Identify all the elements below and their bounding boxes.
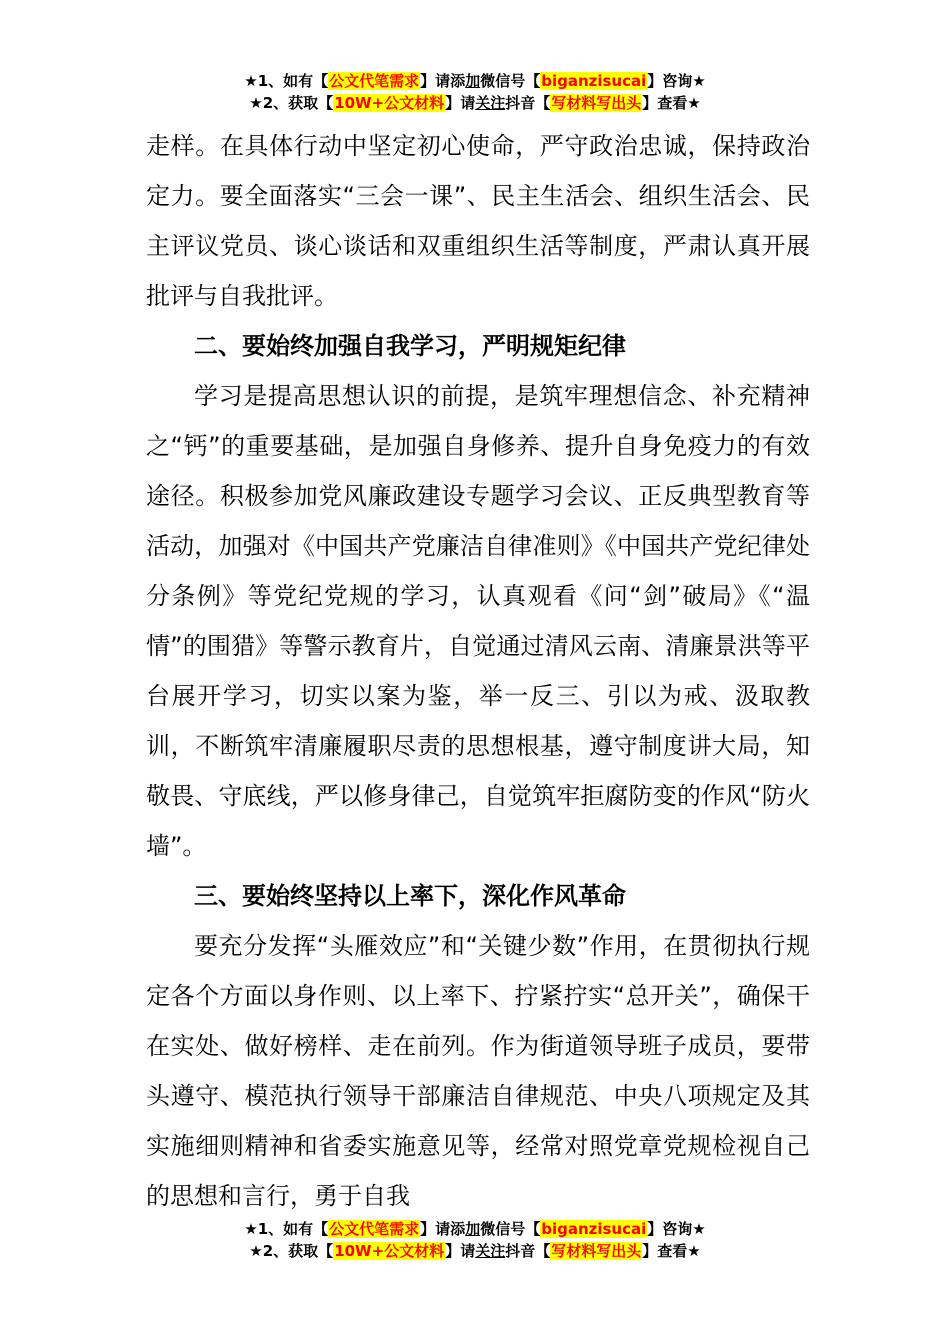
banner-text: 】查看★ xyxy=(642,94,701,112)
banner-line-2 xyxy=(0,92,950,114)
banner-line-1 xyxy=(0,70,950,92)
highlight-douyin-id: 写材料写出头 xyxy=(551,1242,642,1260)
footer-banner xyxy=(0,1218,950,1262)
document-body xyxy=(146,121,810,1221)
banner-underlined-text: 关注 xyxy=(475,1242,506,1260)
banner-text: ★2、获取【 xyxy=(249,94,334,112)
banner-text: ★1、如有【 xyxy=(244,72,329,90)
highlight-wechat-id: biganzisucai xyxy=(541,72,647,90)
banner-text: 抖音【 xyxy=(505,94,551,112)
banner-line-2 xyxy=(0,1240,950,1262)
banner-underlined-text: 关注 xyxy=(475,94,506,112)
banner-text: 】请 xyxy=(445,94,476,112)
banner-text: 】查看★ xyxy=(642,1242,701,1260)
highlight-service: 公文代笔需求 xyxy=(329,72,420,90)
highlight-materials: 10W+公文材料 xyxy=(334,1242,445,1260)
highlight-service: 公文代笔需求 xyxy=(329,1220,420,1238)
section-heading-2: 二、要始终加强自我学习，严明规矩纪律 xyxy=(194,332,626,360)
highlight-materials: 10W+公文材料 xyxy=(334,94,445,112)
banner-text: 微信号【 xyxy=(480,72,541,90)
paragraph-leadership: 要充分发挥“头雁效应”和“关键少数”作用，在贯彻执行规定各个方面以身作则、以上率下、拧紧拧实“总开关”，确保干在实处、做好榜样、走在前列。作为街道领导班子成员，要带头遵守、模范执行领导干部廉洁自律规范、中央八项规定及其实施细则精神和省委实施意见等，经常对照党章党规检视自己的思想和言行，勇于自我 xyxy=(146,932,810,1210)
banner-text: 】请 xyxy=(445,1242,476,1260)
banner-text: 抖音【 xyxy=(505,1242,551,1260)
banner-text: 】咨询★ xyxy=(647,1220,706,1238)
paragraph-study: 学习是提高思想认识的前提，是筑牢理想信念、补充精神之“钙”的重要基础，是加强自身修养、提升自身免疫力的有效途径。积极参加党风廉政建设专题学习会议、正反典型教育等活动，加强对《中国共产党廉洁自律准则》《中国共产党纪律处分条例》等党纪党规的学习，认真观看《问“剑”破局》《“温情”的围猎》等警示教育片，自觉通过清风云南、清廉景洪等平台展开学习，切实以案为鉴，举一反三、引以为戒、汲取教训，不断筑牢清廉履职尽责的思想根基，遵守制度讲大局，知敬畏、守底线，严以修身律己，自觉筑牢拒腐防变的作风“防火墙”。 xyxy=(146,382,810,860)
banner-text: ★1、如有【 xyxy=(244,1220,329,1238)
banner-text: ★2、获取【 xyxy=(249,1242,334,1260)
banner-text: 】请添 xyxy=(420,1220,466,1238)
section-heading-3: 三、要始终坚持以上率下，深化作风革命 xyxy=(194,882,626,910)
banner-text: 微信号【 xyxy=(480,1220,541,1238)
banner-text: 】咨询★ xyxy=(647,72,706,90)
paragraph-continuation: 走样。在具体行动中坚定初心使命，严守政治忠诚，保持政治定力。要全面落实“三会一课”、民主生活会、组织生活会、民主评议党员、谈心谈话和双重组织生活等制度，严肃认真开展批评与自我批评。 xyxy=(146,132,810,310)
banner-line-1 xyxy=(0,1218,950,1240)
banner-underlined-text: 加 xyxy=(465,1220,481,1238)
highlight-wechat-id: biganzisucai xyxy=(541,1220,647,1238)
header-banner xyxy=(0,70,950,114)
banner-text: 】请添 xyxy=(420,72,466,90)
highlight-douyin-id: 写材料写出头 xyxy=(551,94,642,112)
banner-underlined-text: 加 xyxy=(465,72,481,90)
